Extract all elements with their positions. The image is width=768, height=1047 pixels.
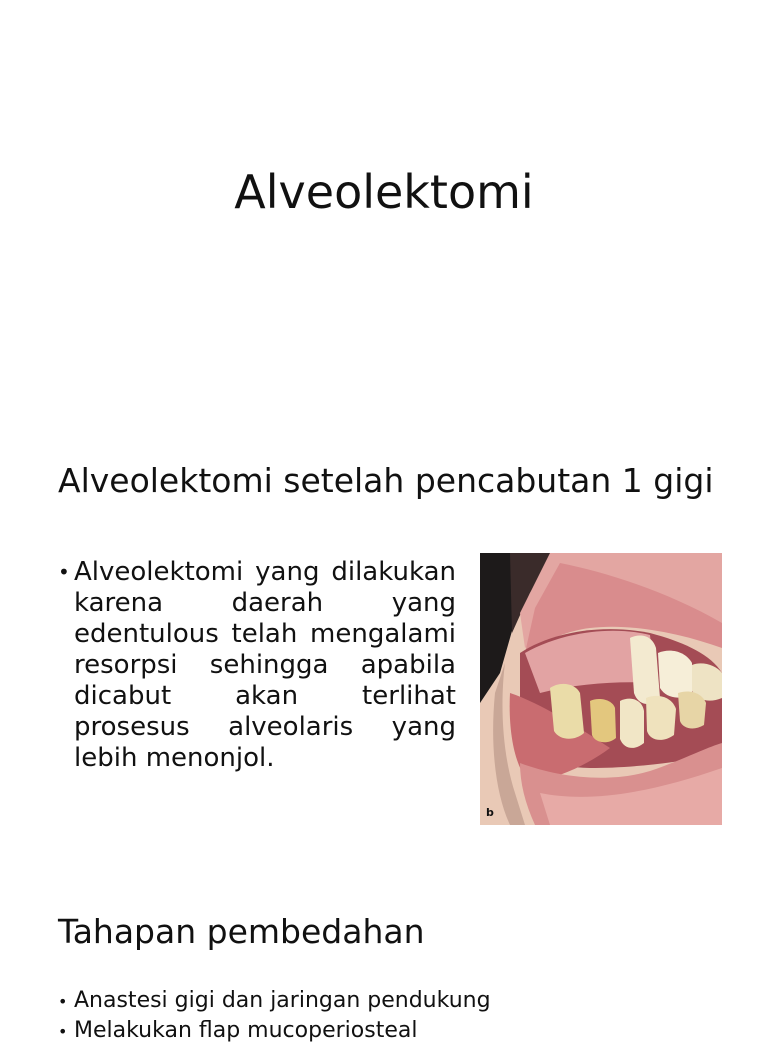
bullet-dot: • <box>58 992 68 1011</box>
bullet-text: Anastesi gigi dan jaringan pendukung <box>74 988 491 1013</box>
slide-heading: Alveolektomi setelah pencabutan 1 gigi <box>58 461 714 500</box>
bullet-list <box>58 986 738 1046</box>
clinical-photo <box>480 553 722 825</box>
content-slide-1 <box>0 455 768 855</box>
photo-label: b <box>486 806 494 819</box>
bullet-list <box>58 557 456 774</box>
bullet-text: Alveolektomi yang dilakukan karena daerah yang edentulous telah mengalami resorpsi sehingga apabila dicabut akan terlihat prosesus alveolaris yang lebih menonjol. <box>74 557 456 773</box>
bullet-text: Melakukan flap mucoperiosteal <box>74 1018 418 1043</box>
slide-heading: Tahapan pembedahan <box>58 912 425 951</box>
bullet-item <box>58 986 738 1016</box>
bullet-item <box>58 1016 738 1046</box>
bullet-item <box>58 557 456 774</box>
content-slide-2 <box>0 900 768 1043</box>
title-slide <box>0 0 768 420</box>
slide-title: Alveolektomi <box>234 165 534 219</box>
mouth-illustration <box>480 553 722 825</box>
bullet-dot: • <box>58 1022 68 1041</box>
bullet-dot: • <box>58 560 70 584</box>
